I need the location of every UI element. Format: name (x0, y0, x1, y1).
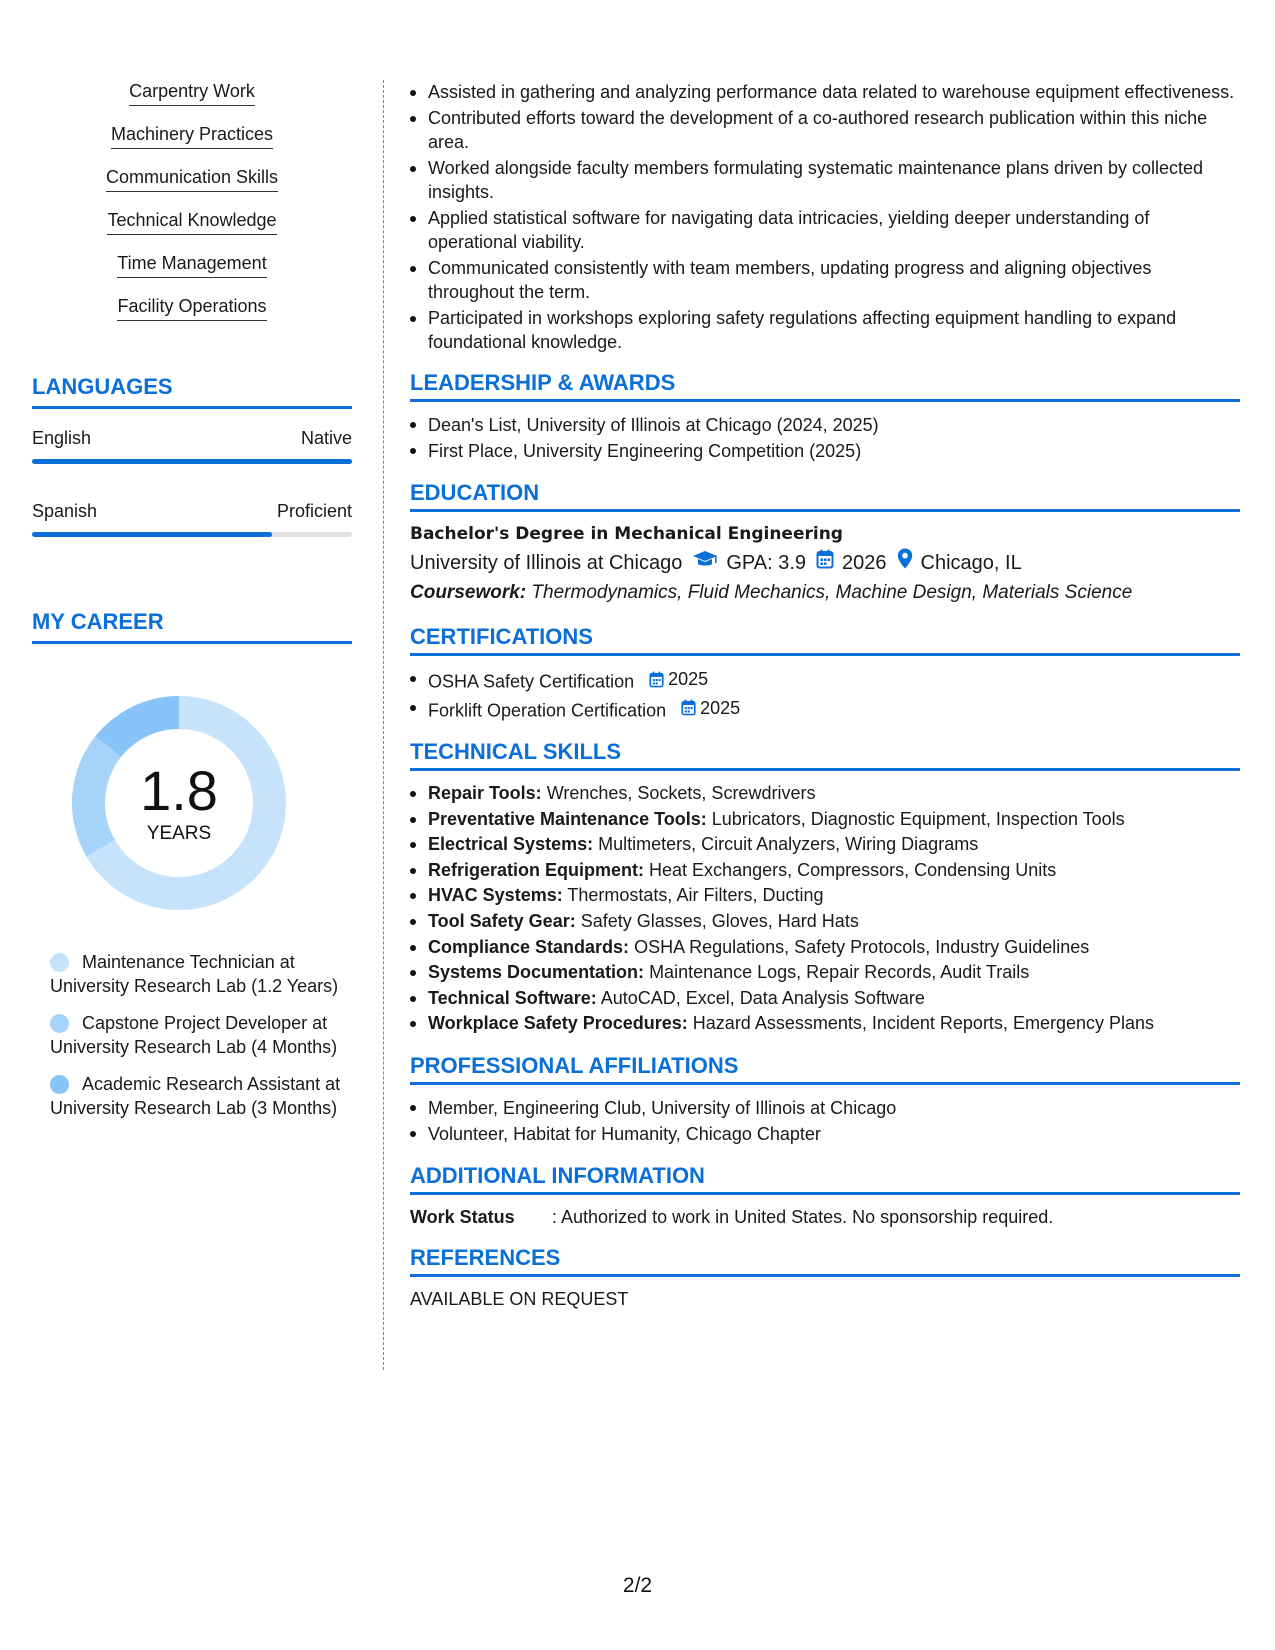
page-number: 2/2 (622, 1574, 653, 1597)
career-legend-item (32, 950, 352, 998)
skill-values: Multimeters, Circuit Analyzers, Wiring Diagrams (598, 834, 979, 855)
skill-category: Refrigeration Equipment: (428, 859, 645, 880)
work-status-value: : Authorized to work in United States. No sponsorship required. (552, 1206, 1054, 1227)
experience-bullet: Contributed efforts toward the development of a co-authored research publication within this niche area. (410, 106, 1240, 154)
legend-dot (50, 1014, 69, 1033)
career-total-value: 1.8 (140, 759, 218, 822)
skill-values: Maintenance Logs, Repair Records, Audit Trails (649, 962, 1030, 983)
legend-dot (50, 1075, 69, 1094)
skill-item: Carpentry Work (129, 80, 255, 106)
skill-values: Wrenches, Sockets, Screwdrivers (546, 783, 816, 803)
experience-bullet: Assisted in gathering and analyzing performance data related to warehouse equipment effectiveness. (410, 80, 1240, 104)
technical-skills-heading: TECHNICAL SKILLS (410, 739, 1240, 771)
certification-year: 2025 (700, 697, 741, 718)
skill-item: Communication Skills (106, 166, 278, 192)
experience-bullet: Applied statistical software for navigating data intricacies, yielding deeper understanding of operational viability. (410, 206, 1240, 254)
certifications-section (410, 624, 1240, 723)
language-name: English (32, 428, 92, 448)
education-heading: EDUCATION (410, 480, 1240, 512)
coursework-list: Thermodynamics, Fluid Mechanics, Machine Design, Materials Science (531, 582, 1133, 603)
career-legend-label: Capstone Project Developer at University Research Lab (4 Months) (50, 1013, 338, 1057)
coursework (410, 578, 1240, 608)
career-heading: MY CAREER (32, 609, 352, 644)
career-section (32, 609, 352, 1120)
skill-values: Hazard Assessments, Incident Reports, Emergency Plans (692, 1013, 1155, 1034)
leadership-item: First Place, University Engineering Competition (2025) (410, 438, 1240, 464)
technical-skill-item (410, 883, 1240, 909)
map-pin-icon (897, 548, 913, 578)
skill-values: AutoCAD, Excel, Data Analysis Software (600, 987, 925, 1008)
career-legend-label: Academic Research Assistant at University Research Lab (3 Months) (50, 1074, 341, 1118)
language-level: Proficient (276, 501, 352, 521)
skill-category: Compliance Standards: (428, 936, 630, 957)
skill-category: Preventative Maintenance Tools: (428, 808, 707, 829)
skill-values: Lubricators, Diagnostic Equipment, Inspection Tools (711, 808, 1125, 829)
language-level-fill (32, 459, 352, 464)
school-location: Chicago, IL (920, 552, 1022, 574)
career-legend-item (32, 1072, 352, 1120)
career-legend-label: Maintenance Technician at University Research Lab (1.2 Years) (50, 952, 339, 996)
technical-skill-item (410, 960, 1240, 986)
technical-skills-section (410, 739, 1240, 1037)
experience-bullets (410, 80, 1240, 354)
career-donut-chart (64, 688, 294, 918)
calendar-icon (649, 671, 664, 688)
language-level-bar (32, 532, 352, 537)
skill-item: Time Management (117, 252, 266, 278)
skill-values: Heat Exchangers, Compressors, Condensing Units (649, 859, 1057, 880)
skill-values: Thermostats, Air Filters, Ducting (567, 885, 824, 906)
leadership-section (410, 370, 1240, 464)
technical-skill-item (410, 909, 1240, 935)
skill-category: Systems Documentation: (428, 962, 645, 983)
skill-category: Repair Tools: (428, 783, 542, 803)
skill-category: HVAC Systems: (428, 885, 563, 906)
references-heading: REFERENCES (410, 1245, 1240, 1277)
gpa-value: GPA: 3.9 (726, 552, 807, 574)
degree-title: Bachelor's Degree in Mechanical Engineering (410, 524, 843, 544)
certification-name: OSHA Safety Certification (428, 671, 635, 692)
technical-skill-item (410, 858, 1240, 884)
affiliation-item: Volunteer, Habitat for Humanity, Chicago Chapter (410, 1121, 1240, 1147)
additional-info-heading: ADDITIONAL INFORMATION (410, 1163, 1240, 1195)
skill-values: Safety Glasses, Gloves, Hard Hats (580, 910, 859, 931)
language-level-bar (32, 459, 352, 464)
skill-category: Workplace Safety Procedures: (428, 1013, 688, 1034)
affiliations-section (410, 1053, 1240, 1147)
affiliation-item: Member, Engineering Club, University of Illinois at Chicago (410, 1095, 1240, 1121)
legend-dot (50, 953, 69, 972)
right-column (410, 80, 1240, 1311)
skill-item: Facility Operations (117, 295, 266, 321)
technical-skill-item (410, 935, 1240, 961)
languages-section (32, 374, 352, 537)
certification-item (410, 666, 1240, 695)
certification-item (410, 695, 1240, 724)
technical-skill-item (410, 832, 1240, 858)
language-row (32, 500, 352, 537)
languages-heading: LANGUAGES (32, 374, 352, 409)
calendar-icon (681, 699, 696, 716)
career-total-unit: YEARS (146, 823, 212, 844)
certification-year: 2025 (668, 669, 709, 689)
coursework-label: Coursework: (410, 582, 527, 603)
experience-bullet: Communicated consistently with team members, updating progress and aligning objectives throughout the term. (410, 256, 1240, 304)
school-name: University of Illinois at Chicago (410, 552, 683, 574)
skill-item: Machinery Practices (111, 123, 273, 149)
references-section (410, 1245, 1240, 1311)
column-divider (383, 80, 384, 1370)
references-text: AVAILABLE ON REQUEST (410, 1288, 629, 1309)
technical-skill-item (410, 807, 1240, 833)
language-level-fill (32, 532, 272, 537)
affiliations-heading: PROFESSIONAL AFFILIATIONS (410, 1053, 1240, 1085)
graduation-year: 2026 (842, 552, 887, 574)
skill-list (32, 80, 352, 338)
language-level: Native (300, 428, 352, 448)
leadership-heading: LEADERSHIP & AWARDS (410, 370, 1240, 402)
skill-category: Technical Software: (428, 987, 597, 1008)
skill-item: Technical Knowledge (107, 209, 276, 235)
career-legend (32, 950, 352, 1120)
leadership-item: Dean's List, University of Illinois at Chicago (2024, 2025) (410, 412, 1240, 438)
career-legend-item (32, 1011, 352, 1059)
graduation-cap-icon (692, 548, 718, 578)
skill-category: Tool Safety Gear: (428, 910, 576, 931)
education-details (410, 548, 1240, 578)
technical-skill-item (410, 1011, 1240, 1037)
skill-values: OSHA Regulations, Safety Protocols, Industry Guidelines (634, 936, 1090, 957)
certifications-heading: CERTIFICATIONS (410, 624, 1240, 656)
language-row (32, 427, 352, 464)
skill-category: Electrical Systems: (428, 834, 594, 855)
education-section (410, 480, 1240, 608)
left-column (32, 80, 352, 1133)
experience-bullet: Worked alongside faculty members formulating systematic maintenance plans driven by collected insights. (410, 156, 1240, 204)
technical-skill-item (410, 986, 1240, 1012)
work-status-label: Work Status (410, 1206, 515, 1227)
certification-name: Forklift Operation Certification (428, 700, 667, 720)
calendar-icon (816, 548, 834, 578)
technical-skill-item (410, 781, 1240, 807)
experience-bullet: Participated in workshops exploring safety regulations affecting equipment handling to expand foundational knowledge. (410, 306, 1240, 354)
language-name: Spanish (32, 501, 98, 521)
additional-info-section (410, 1163, 1240, 1229)
